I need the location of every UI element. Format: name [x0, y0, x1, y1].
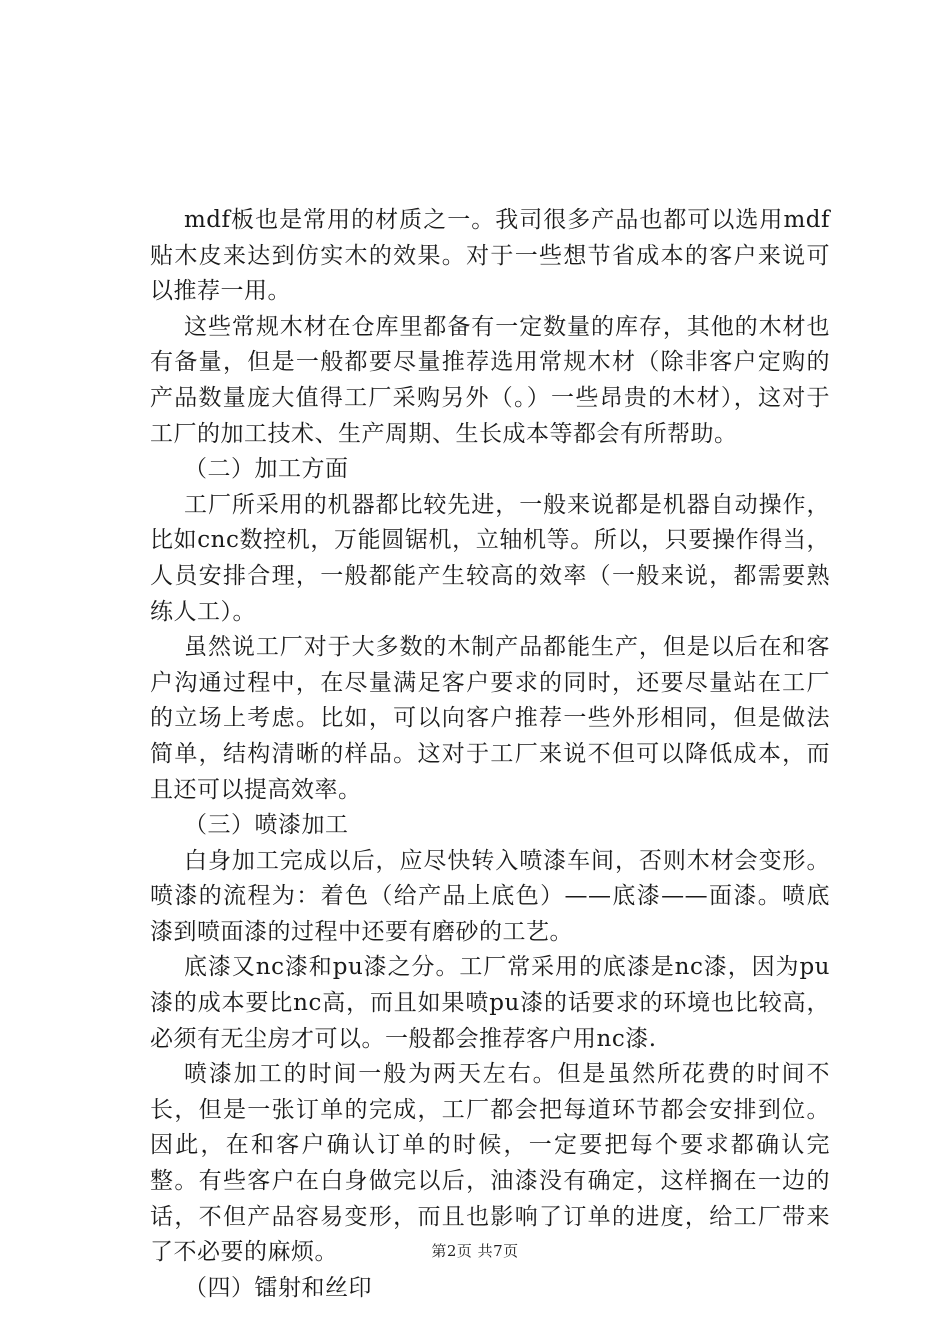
paragraph-customer-communication: 虽然说工厂对于大多数的木制产品都能生产，但是以后在和客户沟通过程中，在尽量满足客户要求的同时，还要尽量站在工厂的立场上考虑。比如，可以向客户推荐一些外形相同，但是做法简单，结构清晰的样品。这对于工厂来说不但可以降低成本，而且还可以提高效率。 — [150, 634, 830, 803]
section-heading-painting: （三）喷漆加工 — [184, 812, 349, 839]
document-body — [150, 203, 830, 1306]
paragraph-machines: 工厂所采用的机器都比较先进，一般来说都是机器自动操作，比如cnc数控机，万能圆锯机，立轴机等。所以，只要操作得当，人员安排合理，一般都能产生较高的效率（一般来说，都需要熟练人工）。 — [150, 491, 830, 625]
section-heading-laser-silkscreen: （四）镭射和丝印 — [184, 1274, 372, 1301]
paragraph-mdf: mdf板也是常用的材质之一。我司很多产品也都可以选用mdf贴木皮来达到仿实木的效果。对于一些想节省成本的客户来说可以推荐一用。 — [150, 207, 830, 305]
page-number-footer: 第2页 共7页 — [431, 1242, 519, 1260]
section-heading-processing: （二）加工方面 — [184, 456, 349, 483]
paragraph-primer-types: 底漆又nc漆和pu漆之分。工厂常采用的底漆是nc漆，因为pu漆的成本要比nc高，而且如果喷pu漆的话要求的环境也比较高，必须有无尘房才可以。一般都会推荐客户用nc漆. — [150, 954, 830, 1052]
paragraph-paint-process: 白身加工完成以后，应尽快转入喷漆车间，否则木材会变形。喷漆的流程为：着色（给产品上底色）——底漆——面漆。喷底漆到喷面漆的过程中还要有磨砂的工艺。 — [150, 847, 830, 945]
paragraph-paint-time: 喷漆加工的时间一般为两天左右。但是虽然所花费的时间不长，但是一张订单的完成，工厂都会把每道环节都会安排到位。因此，在和客户确认订单的时候，一定要把每个要求都确认完整。有些客户在白身做完以后，油漆没有确定，这样搁在一边的话，不但产品容易变形，而且也影响了订单的进度，给工厂带来了不必要的麻烦。 — [150, 1061, 830, 1266]
paragraph-common-wood: 这些常规木材在仓库里都备有一定数量的库存，其他的木材也有备量，但是一般都要尽量推荐选用常规木材（除非客户定购的产品数量庞大值得工厂采购另外（。）一些昂贵的木材），这对于工厂的加工技术、生产周期、生长成本等都会有所帮助。 — [150, 313, 830, 447]
